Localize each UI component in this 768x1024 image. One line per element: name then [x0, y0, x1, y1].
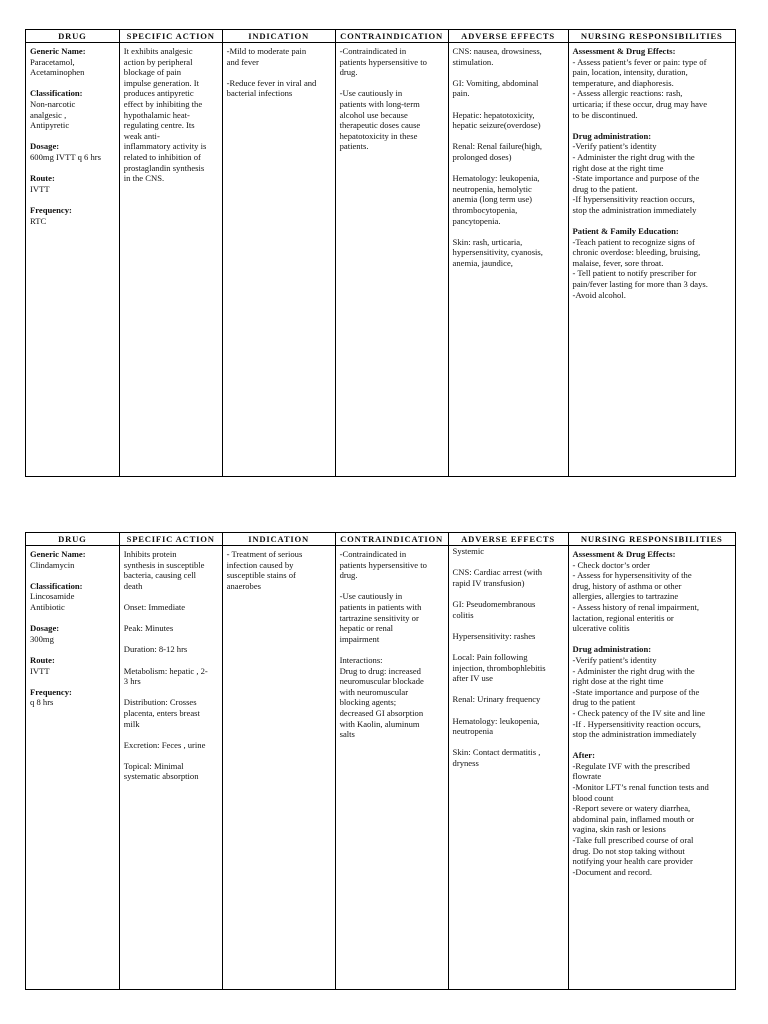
specific-action-cell [119, 43, 222, 477]
section-title: Drug administration [572, 644, 649, 655]
action-text: Inhibits protein synthesis in susceptible bacteria, causing cell death [123, 549, 205, 591]
table-row [26, 546, 736, 990]
drug-card-clindamycin [25, 532, 736, 990]
drug-field: Generic Name: Paracetamol, Acetaminophen [30, 46, 115, 78]
nursing-responsibilities-cell: Assessment & Drug Effects: - Check doctor’s order - Assess for hypersensitivity of the drug, history of asthma or other allergies, allergies to tartrazine - Assess history of renal impairment, lactation, regional enteritis or ulcerative colitis Drug administration: -Verify patient’s identity - Administer the right drug with the right dose at the right time -State importance and purpose of the drug to the patient - Check patency of the IV site and line -If . Hypersensitivity reaction occurs, stop the administration immediately After: -Regulate IVF with the prescribed flowrate -Monitor LFT’s renal function tests and blood count -Report severe or watery diarrhea, abdominal pain, inflamed mouth or vagina, skin rash or lesions -Take full prescribed course of oral drug. Do not stop taking without notifying your health care provider -Document and record. [568, 546, 735, 990]
header-indication: INDICATION [222, 533, 335, 546]
drug-field: Frequency: q 8 hrs [30, 687, 115, 708]
field-value: Paracetamol, Acetaminophen [30, 56, 85, 78]
adverse-effects-cell [448, 43, 568, 477]
field-value: 600mg IVTT q 6 hrs [30, 151, 101, 162]
adverse-effect: Skin: rash, urticaria, hypersensitivity, cyanosis, anemia, jaundice, [452, 236, 543, 268]
adverse-effect: GI: Pseudomembranous colitis [452, 598, 536, 620]
field-label: Classification [30, 88, 80, 99]
action-text: Topical: Minimal systematic absorption [123, 760, 199, 782]
section-body: -Verify patient’s identity - Administer the right drug with the right dose at the right time -State importance and purpose of the drug to the patient. -If hypersensitivity reaction occurs, stop the administration immediately [572, 141, 700, 215]
header-drug: DRUG [26, 30, 120, 43]
adverse-effect: Hepatic: hepatotoxicity, hepatic seizure(overdose) [452, 109, 541, 131]
section-title: Assessment & Drug Effects [572, 46, 673, 56]
adverse-effect: Skin: Contact dermatitis , dryness [452, 747, 541, 768]
header-row [26, 30, 736, 43]
contraindication-cell [335, 546, 448, 990]
header-row [26, 533, 736, 546]
header-adverse-effects: ADVERSE EFFECTS [448, 30, 568, 43]
adverse-effect: Local: Pain following injection, thrombophlebitis after IV use [452, 651, 546, 684]
drug-cell [26, 546, 120, 990]
indication-text: -Mild to moderate pain and fever [226, 46, 307, 67]
action-text: Distribution: Crosses placenta, enters breast milk [123, 697, 200, 729]
field-label: Generic Name [30, 549, 83, 559]
action-text: Metabolism: hepatic , 2- 3 hrs [123, 665, 208, 687]
adverse-effect: Renal: Urinary frequency [452, 694, 541, 705]
field-label: Frequency [30, 204, 69, 215]
field-label: Classification [30, 580, 80, 591]
field-label: Generic Name [30, 46, 83, 56]
contraindication-cell [335, 43, 448, 477]
field-value: Clindamycin [30, 559, 75, 570]
field-value: Lincosamide Antibiotic [30, 591, 75, 612]
drug-field: Route: IVTT [30, 173, 115, 194]
adverse-effect: Renal: Renal failure(high, prolonged doses) [452, 141, 543, 162]
drug-field: Classification: Lincosamide Antibiotic [30, 581, 115, 613]
action-text: Duration: 8-12 hrs [123, 644, 188, 655]
section-body: -Regulate IVF with the prescribed flowrate -Monitor LFT’s renal function tests and blood count -Report severe or watery diarrhea, abdominal pain, inflamed mouth or vagina, skin rash or lesions -Take full prescribed course of oral drug. Do not stop taking without notifying your health care provider -Document and record. [572, 760, 709, 877]
drug-field: Dosage: 300mg [30, 623, 115, 644]
field-value: Non-narcotic analgesic , Antipyretic [30, 98, 76, 131]
adverse-effect: CNS: nausea, drowsiness, stimulation. [452, 46, 542, 67]
header-nursing-responsibilities: NURSING RESPONSIBILITIES [568, 533, 735, 546]
contraindication-text: -Contraindicated in patients hypersensitive to drug. [339, 549, 427, 581]
adverse-effect: Hematology: leukopenia, neutropenia [452, 715, 540, 737]
drug-card-paracetamol [25, 29, 736, 477]
section-title: Patient & Family Education [572, 226, 676, 237]
adverse-effect: Systemic [452, 546, 485, 556]
indication-text: - Treatment of serious infection caused by susceptible stains of anaerobes [226, 549, 303, 591]
section-body: -Teach patient to recognize signs of chronic overdose: bleeding, bruising, malaise, fever, sore throat. - Tell patient to notify prescriber for pain/fever lasting for more than 3 days. -Avoid alcohol. [572, 236, 708, 300]
field-value: IVTT [30, 183, 50, 194]
field-label: Frequency [30, 686, 69, 697]
field-label: Route [30, 654, 52, 665]
header-specific-action: SPECIFIC ACTION [119, 533, 222, 546]
field-label: Dosage [30, 623, 57, 634]
contraindication-text: -Use cautiously in patients in patients with tartrazine sensitivity or hepatic or renal impairment [339, 591, 422, 644]
nursing-responsibilities-cell: Assessment & Drug Effects: - Assess patient’s fever or pain: type of pain, location, intensity, duration, temperature, and diaphoresis. - Assess allergic reactions: rash, urticaria; if these occur, drug may have to be discontinued. Drug administration: -Verify patient’s identity - Administer the right drug with the right dose at the right time -State importance and purpose of the drug to the patient. -If hypersensitivity reaction occurs, stop the administration immediately Patient & Family Education: -Teach patient to recognize signs of chronic overdose: bleeding, bruising, malaise, fever, sore throat. - Tell patient to notify prescriber for pain/fever lasting for more than 3 days. -Avoid alcohol. [568, 43, 735, 477]
action-text: Excretion: Feces , urine [123, 739, 206, 750]
field-label: Dosage [30, 141, 57, 152]
header-adverse-effects: ADVERSE EFFECTS [448, 533, 568, 546]
adverse-effects-cell [448, 546, 568, 990]
adverse-effect: GI: Vomiting, abdominal pain. [452, 77, 539, 99]
field-value: IVTT [30, 665, 50, 676]
field-value: 300mg [30, 633, 54, 644]
drug-cell [26, 43, 120, 477]
contraindication-text: Interactions: Drug to drug: increased neuromuscular blockade with neuromuscular blocking agents; decreased GI absorption with Kaolin, aluminum salts [339, 654, 424, 740]
header-contraindication: CONTRAINDICATION [335, 533, 448, 546]
drug-field: Classification: Non-narcotic analgesic , Antipyretic [30, 88, 115, 130]
section-title: After [572, 750, 593, 761]
drug-field: Dosage: 600mg IVTT q 6 hrs [30, 141, 115, 162]
header-specific-action: SPECIFIC ACTION [119, 30, 222, 43]
indication-cell [222, 546, 335, 990]
adverse-effect: Hypersensitivity: rashes [452, 630, 536, 641]
section-title: Drug administration [572, 130, 649, 141]
specific-action-cell [119, 546, 222, 990]
field-value: RTC [30, 215, 47, 226]
drug-field: Generic Name: Clindamycin [30, 549, 115, 570]
section-body: -Verify patient’s identity - Administer the right drug with the right dose at the right time -State importance and purpose of the drug to the patient - Check patency of the IV site and line -If . Hypersensitivity reaction occurs, stop the administration immediately [572, 654, 706, 740]
header-indication: INDICATION [222, 30, 335, 43]
adverse-effect: CNS: Cardiac arrest (with rapid IV transfusion) [452, 567, 543, 588]
header-contraindication: CONTRAINDICATION [335, 30, 448, 43]
drug-field: Route: IVTT [30, 655, 115, 676]
action-text: Onset: Immediate [123, 601, 186, 612]
indication-cell [222, 43, 335, 477]
action-text: Peak: Minutes [123, 623, 174, 634]
section-body: - Check doctor’s order - Assess for hypersensitivity of the drug, history of asthma or other allergies, allergies to tartrazine - Assess history of renal impairment, lactation, regional enteritis or ulcerative colitis [572, 559, 700, 634]
contraindication-text: -Contraindicated in patients hypersensitive to drug. [339, 46, 427, 78]
table-row [26, 43, 736, 477]
header-nursing-responsibilities: NURSING RESPONSIBILITIES [568, 30, 735, 43]
drug-field: Frequency: RTC [30, 205, 115, 226]
action-text: It exhibits analgesic action by peripheral blockage of pain impulse generation. It produces antipyretic effect by inhibiting the hypothalamic heat- regulating centre. Its weak anti- inflammatory activity is related to inhibition of prostaglandin synthesis in the CNS. [123, 46, 207, 184]
header-drug: DRUG [26, 533, 120, 546]
field-value: q 8 hrs [30, 697, 54, 708]
adverse-effect: Hematology: leukopenia, neutropenia, hemolytic anemia (long term use) thrombocytopenia, pancytopenia. [452, 173, 540, 226]
section-title: Assessment & Drug Effects [572, 549, 673, 559]
contraindication-text: -Use cautiously in patients with long-term alcohol use because therapeutic doses cause hepatotoxicity in these patients. [339, 88, 421, 152]
section-body: - Assess patient’s fever or pain: type of pain, location, intensity, duration, temperature, and diaphoresis. - Assess allergic reactions: rash, urticaria; if these occur, drug may have to be discontinued. [572, 56, 708, 120]
field-label: Route [30, 173, 52, 184]
indication-text: -Reduce fever in viral and bacterial infections [226, 77, 317, 99]
